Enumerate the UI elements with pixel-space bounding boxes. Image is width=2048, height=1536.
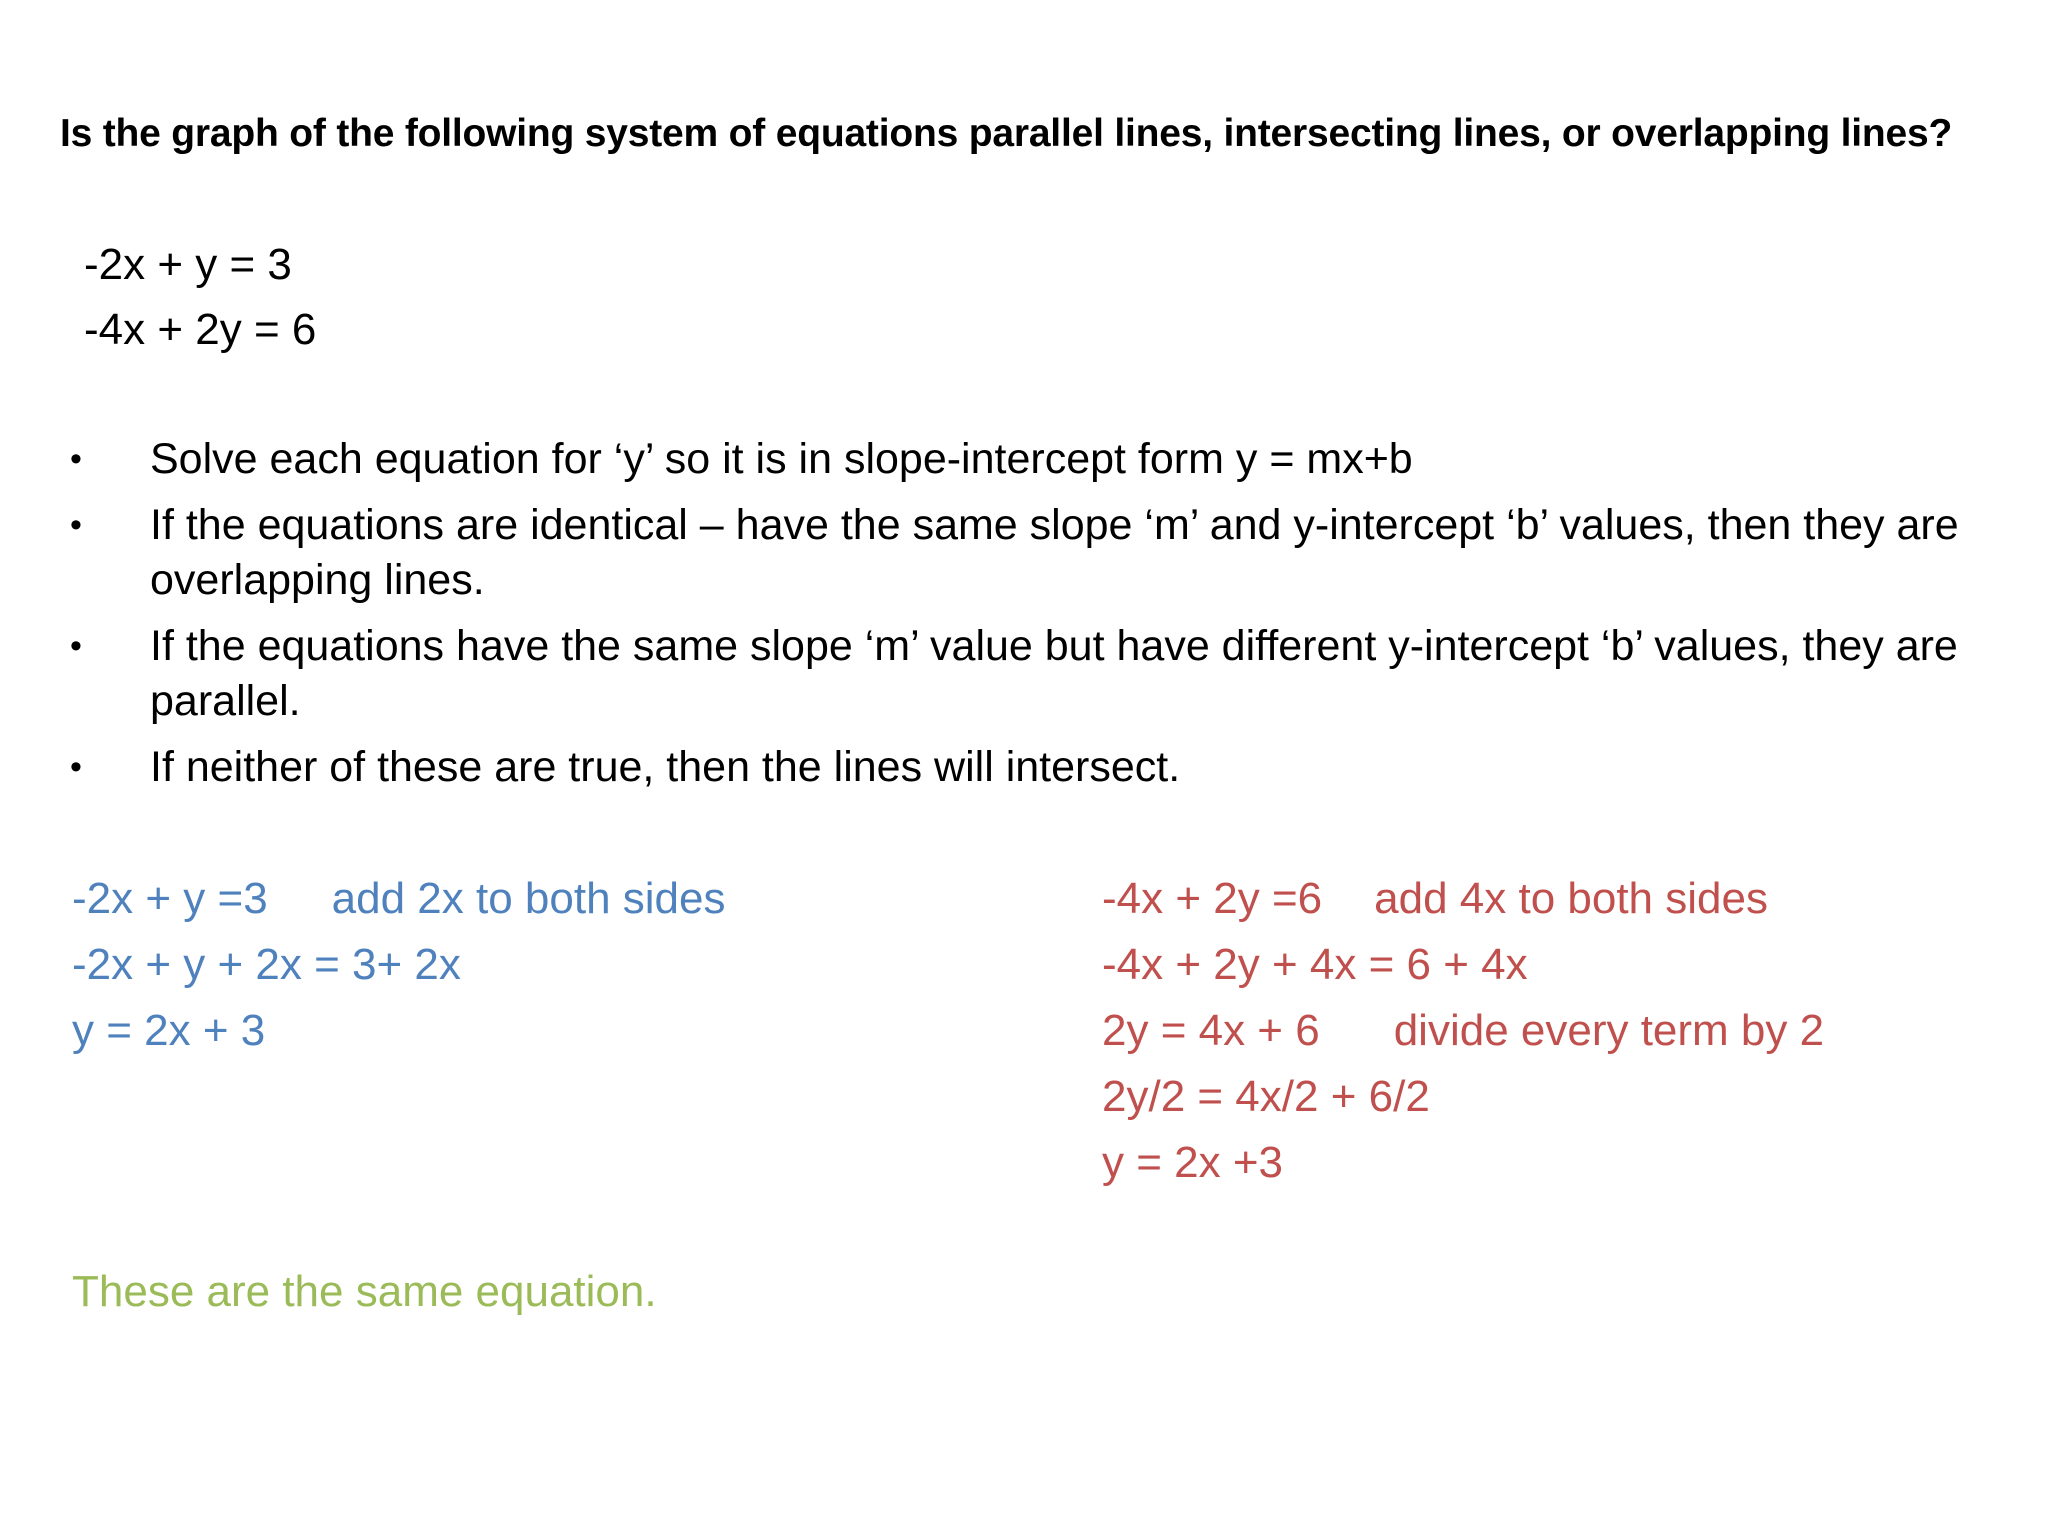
instruction-item (70, 432, 1970, 487)
instruction-text: Solve each equation for ‘y’ so it is in slope-intercept form y = mx+b (150, 435, 1413, 483)
conclusion-text: These are the same equation. (72, 1267, 657, 1316)
right-step-4: 2y/2 = 4x/2 + 6/2 (1102, 1072, 1430, 1121)
instruction-list (70, 432, 1970, 806)
right-step-1 (1102, 866, 1824, 932)
right-step-2: -4x + 2y + 4x = 6 + 4x (1102, 940, 1528, 989)
right-step-3 (1102, 998, 1824, 1064)
instruction-item (70, 498, 1970, 608)
system-equation-2: -4x + 2y = 6 (84, 305, 317, 354)
right-step-3-equation: 2y = 4x + 6 (1102, 1006, 1320, 1055)
instruction-item (70, 740, 1970, 795)
right-step-1-equation: -4x + 2y =6 (1102, 874, 1323, 923)
left-solution (72, 866, 726, 1064)
right-step-3-note: divide every term by 2 (1393, 1006, 1825, 1055)
bullet-icon: • (70, 506, 82, 544)
left-step-3: y = 2x + 3 (72, 1006, 266, 1055)
system-equation-1: -2x + y = 3 (84, 240, 292, 289)
instruction-item (70, 619, 1970, 729)
left-step-1-note: add 2x to both sides (331, 874, 726, 923)
left-step-2: -2x + y + 2x = 3+ 2x (72, 940, 461, 989)
bullet-icon: • (70, 627, 82, 665)
left-step-1-equation: -2x + y =3 (72, 874, 268, 923)
question-title: Is the graph of the following system of equations parallel lines, intersecting lines, or overlapping lines? (60, 112, 1953, 155)
instruction-text: If the equations have the same slope ‘m’ value but have different y-intercept ‘b’ values, they are parallel. (150, 622, 1958, 725)
right-step-1-note: add 4x to both sides (1374, 874, 1768, 923)
instruction-text: If the equations are identical – have the same slope ‘m’ and y-intercept ‘b’ values, then they are overlapping lines. (150, 501, 1959, 604)
bullet-icon: • (70, 440, 82, 478)
left-step-1 (72, 866, 726, 932)
instruction-text: If neither of these are true, then the lines will intersect. (150, 743, 1181, 791)
bullet-icon: • (70, 748, 82, 786)
right-step-5: y = 2x +3 (1102, 1138, 1284, 1187)
right-solution (1102, 866, 1824, 1196)
